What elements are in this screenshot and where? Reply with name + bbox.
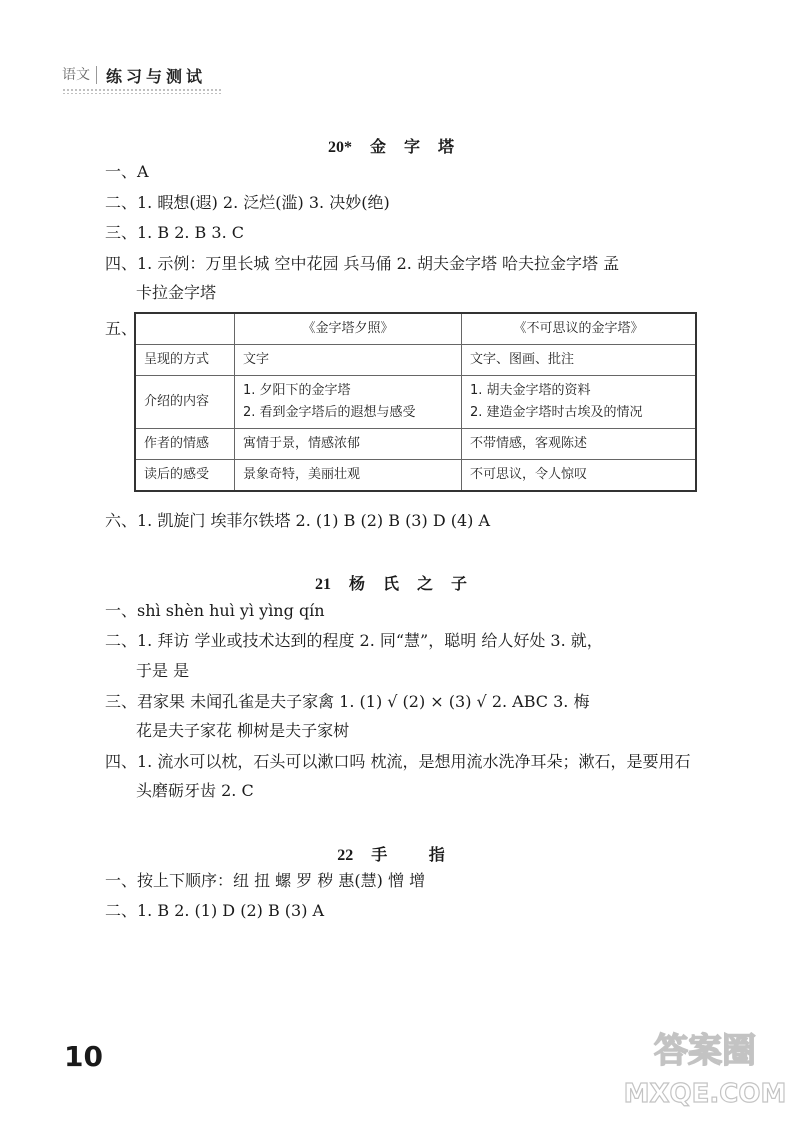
answer-line: 四、1. 流水可以枕，石头可以漱口吗 枕流，是想用流水洗净耳朵；漱石，是要用石 xyxy=(105,752,691,771)
answer-line-continued: 头磨砺牙齿 2. C xyxy=(136,781,254,800)
watermark-logo xyxy=(620,1020,790,1110)
watermark-text-top: 答案圈 xyxy=(654,1031,756,1071)
subject-label: 语文 xyxy=(62,66,97,84)
table-cell: 不带情感，客观陈述 xyxy=(462,429,697,460)
answer-line: 一、shì shèn huì yì yìng qín xyxy=(105,601,325,620)
page-number: 10 xyxy=(64,1040,103,1073)
answer-line: 一、按上下顺序：纽 扭 螺 罗 秽 惠(慧) 憎 增 xyxy=(105,871,426,890)
table-row xyxy=(135,460,696,492)
page-header xyxy=(62,60,232,96)
watermark-text-bottom: MXQE.COM xyxy=(623,1079,787,1109)
answer-line-continued: 于是 是 xyxy=(136,661,190,680)
table-cell: 文字 xyxy=(235,345,462,376)
table-cell: 呈现的方式 xyxy=(135,345,235,376)
table-cell-line: 1. 夕阳下的金字塔 xyxy=(243,383,351,398)
table-header: 《金字塔夕照》 xyxy=(235,313,462,345)
comparison-table xyxy=(134,312,697,492)
table-cell: 作者的情感 xyxy=(135,429,235,460)
answer-line: 三、1. B 2. B 3. C xyxy=(105,223,244,242)
header-dotted-rule xyxy=(62,88,222,94)
lesson-number: 22 xyxy=(337,847,354,864)
lesson-22-title xyxy=(0,842,800,865)
table-cell xyxy=(462,376,697,429)
table-cell-line: 2. 看到金字塔后的遐想与感受 xyxy=(243,405,416,420)
answer-line-continued: 卡拉金字塔 xyxy=(136,283,217,302)
table-cell: 景象奇特，美丽壮观 xyxy=(235,460,462,492)
answer-line: 三、君家果 未闻孔雀是夫子家禽 1. (1) √ (2) × (3) √ 2. ABC 3. 梅 xyxy=(105,692,590,711)
lesson-number: 21 xyxy=(314,576,331,593)
table-header: 《不可思议的金字塔》 xyxy=(462,313,697,345)
book-title: 练习与测试 xyxy=(106,67,207,86)
table-corner xyxy=(135,313,235,345)
lesson-name: 金字塔 xyxy=(369,137,472,156)
table-cell xyxy=(235,376,462,429)
table-cell: 介绍的内容 xyxy=(135,376,235,429)
table-cell-line: 1. 胡夫金字塔的资料 xyxy=(470,383,591,398)
answer-line: 六、1. 凯旋门 埃菲尔铁塔 2. (1) B (2) B (3) D (4) A xyxy=(105,511,491,530)
table-cell-line: 2. 建造金字塔时古埃及的情况 xyxy=(470,405,643,420)
table-row xyxy=(135,429,696,460)
answer-label: 五、 xyxy=(105,319,138,338)
table-cell: 不可思议，令人惊叹 xyxy=(462,460,697,492)
answer-line: 二、1. 暇想(遐) 2. 泛烂(滥) 3. 决妙(绝) xyxy=(105,193,390,212)
lesson-name: 手 指 xyxy=(371,845,463,864)
table-row xyxy=(135,345,696,376)
lesson-20-title xyxy=(0,134,800,157)
lesson-number: 20* xyxy=(327,139,352,156)
table-cell: 寓情于景，情感浓郁 xyxy=(235,429,462,460)
lesson-21-title xyxy=(0,571,800,594)
table-row xyxy=(135,313,696,345)
answer-line-continued: 花是夫子家花 柳树是夫子家树 xyxy=(136,721,350,740)
table-cell: 文字、图画、批注 xyxy=(462,345,697,376)
answer-line: 一、A xyxy=(105,162,149,181)
answer-line: 二、1. 拜访 学业或技术达到的程度 2. 同“慧”，聪明 给人好处 3. 就， xyxy=(105,631,603,650)
answer-line: 四、1. 示例：万里长城 空中花园 兵马俑 2. 胡夫金字塔 哈夫拉金字塔 孟 xyxy=(105,254,620,273)
lesson-name: 杨氏之子 xyxy=(348,574,485,593)
answer-line: 二、1. B 2. (1) D (2) B (3) A xyxy=(105,901,325,920)
table-cell: 读后的感受 xyxy=(135,460,235,492)
table-row xyxy=(135,376,696,429)
